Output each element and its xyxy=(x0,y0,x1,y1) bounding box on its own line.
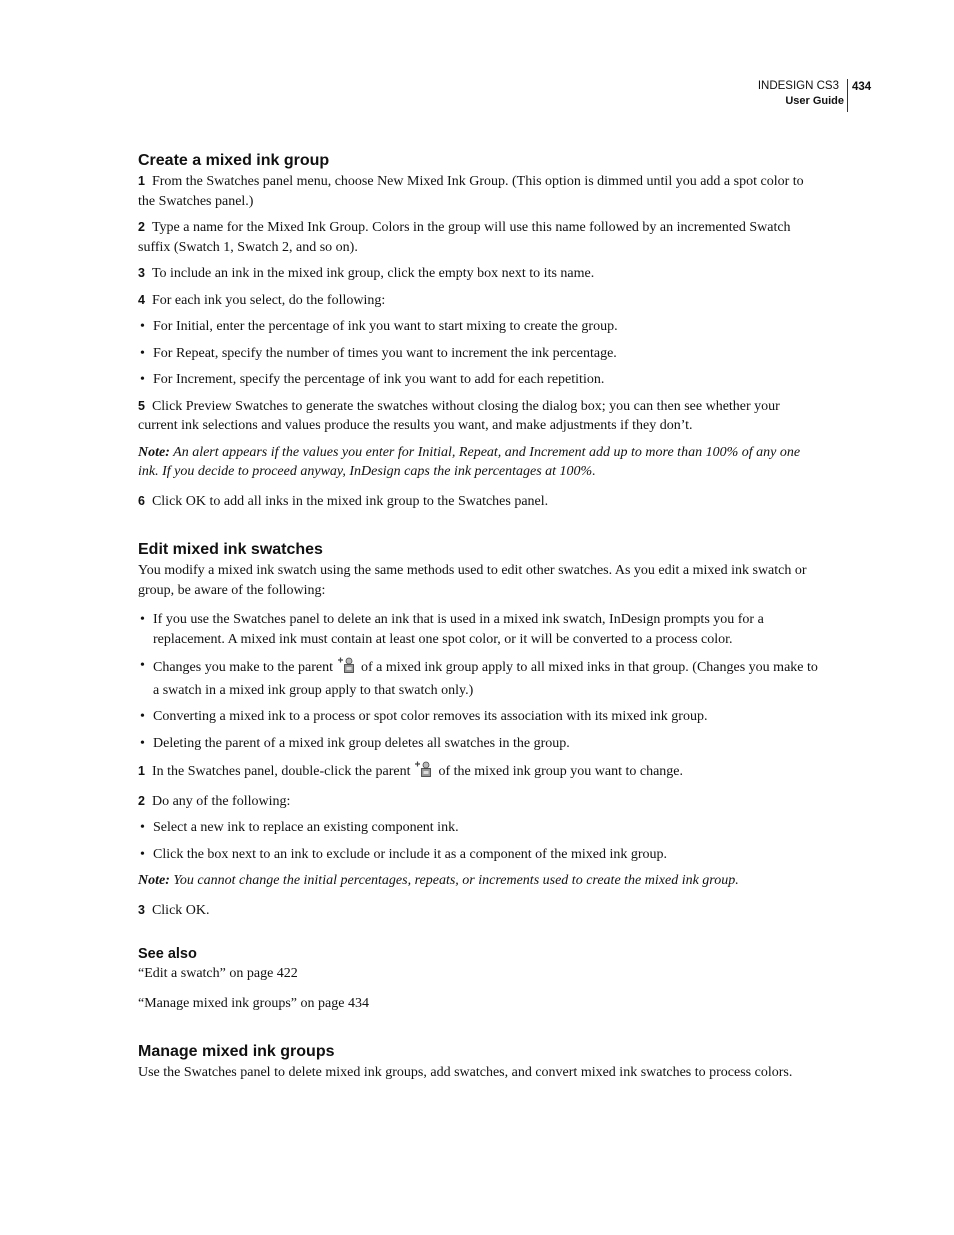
bullet-increment: • For Increment, specify the percentage of ink you want to add for each repetition. xyxy=(140,372,605,387)
section-title-manage: Manage mixed ink groups xyxy=(138,1043,335,1060)
bullet-exclude-ink: • Click the box next to an ink to exclude or include it as a component of the mixed ink group. xyxy=(140,846,667,862)
step-6: 6 Click OK to add all inks in the mixed ink group to the Swatches panel. xyxy=(138,493,549,509)
page-content xyxy=(138,150,818,1083)
edit-step-1: 1 In the Swatches panel, double-click the parent of the mixed ink group you want to change. xyxy=(138,760,818,785)
bullet-delete-parent: • Deleting the parent of a mixed ink group deletes all swatches in the group. xyxy=(140,735,570,751)
page-number: 434 xyxy=(852,81,872,93)
manage-text: Use the Swatches panel to delete mixed ink groups, add swatches, and convert mixed ink swatches to process colors. xyxy=(138,1065,793,1080)
note-alert: Note: An alert appears if the values you enter for Initial, Repeat, and Increment add up to more than 100% of any one ink. If you decide to proceed anyway, InDesign caps the ink percentages at 100%. xyxy=(138,444,801,479)
product-name: INDESIGN CS3 xyxy=(757,80,839,92)
edit-intro: You modify a mixed ink swatch using the same methods used to edit other swatches. As you edit a mixed ink swatch or group, be aware of the following: xyxy=(138,563,807,598)
bullet-convert: • Converting a mixed ink to a process or spot color removes its association with its mixed ink group. xyxy=(140,709,708,724)
guide-name: User Guide xyxy=(785,95,844,107)
mixed-ink-group-icon xyxy=(337,656,357,681)
edit-step-2: 2 Do any of the following: xyxy=(138,793,291,809)
see-also-link-manage-groups[interactable]: “Manage mixed ink groups” on page 434 xyxy=(138,995,369,1011)
step-1: 1 From the Swatches panel menu, choose New Mixed Ink Group. (This option is dimmed until you add a spot color to the Swatches panel.) xyxy=(138,174,804,209)
mixed-ink-group-icon xyxy=(414,760,434,785)
bullet-new-ink: • Select a new ink to replace an existing component ink. xyxy=(140,820,459,835)
step-3: 3 To include an ink in the mixed ink group, click the empty box next to its name. xyxy=(138,266,595,281)
section-title-create: Create a mixed ink group xyxy=(138,152,330,169)
see-also-link-edit-swatch[interactable]: “Edit a swatch” on page 422 xyxy=(138,966,298,981)
running-header xyxy=(758,79,844,109)
see-also-title: See also xyxy=(138,946,197,962)
bullet-change-parent: • Changes you make to the parent of a mixed ink group apply to all mixed inks in that group. (Changes you make to a swatch in a mixed ink group apply to that swatch only.) xyxy=(140,658,818,698)
step-2: 2 Type a name for the Mixed Ink Group. Colors in the group will use this name followed by an incremented Swatch suffix (Swatch 1, Swatch 2, and so on). xyxy=(138,220,791,255)
bullet-initial: • For Initial, enter the percentage of ink you want to start mixing to create the group. xyxy=(140,319,618,334)
page-number-box xyxy=(847,79,888,112)
section-title-edit: Edit mixed ink swatches xyxy=(138,541,323,558)
note-cannot-change: Note: You cannot change the initial percentages, repeats, or increments used to create the mixed ink group. xyxy=(138,873,739,888)
bullet-delete-ink: • If you use the Swatches panel to delete an ink that is used in a mixed ink swatch, InDesign prompts you for a replacement. A mixed ink must contain at least one spot color, or it will be converted to a process color. xyxy=(140,612,764,647)
edit-step-3: 3 Click OK. xyxy=(138,902,210,918)
bullet-repeat: • For Repeat, specify the number of times you want to increment the ink percentage. xyxy=(140,345,617,361)
step-5: 5 Click Preview Swatches to generate the swatches without closing the dialog box; you can then see whether your current ink selections and values produce the results you want, and make adjustments if they don’t. xyxy=(138,398,780,433)
step-4: 4 For each ink you select, do the following: xyxy=(138,292,386,308)
